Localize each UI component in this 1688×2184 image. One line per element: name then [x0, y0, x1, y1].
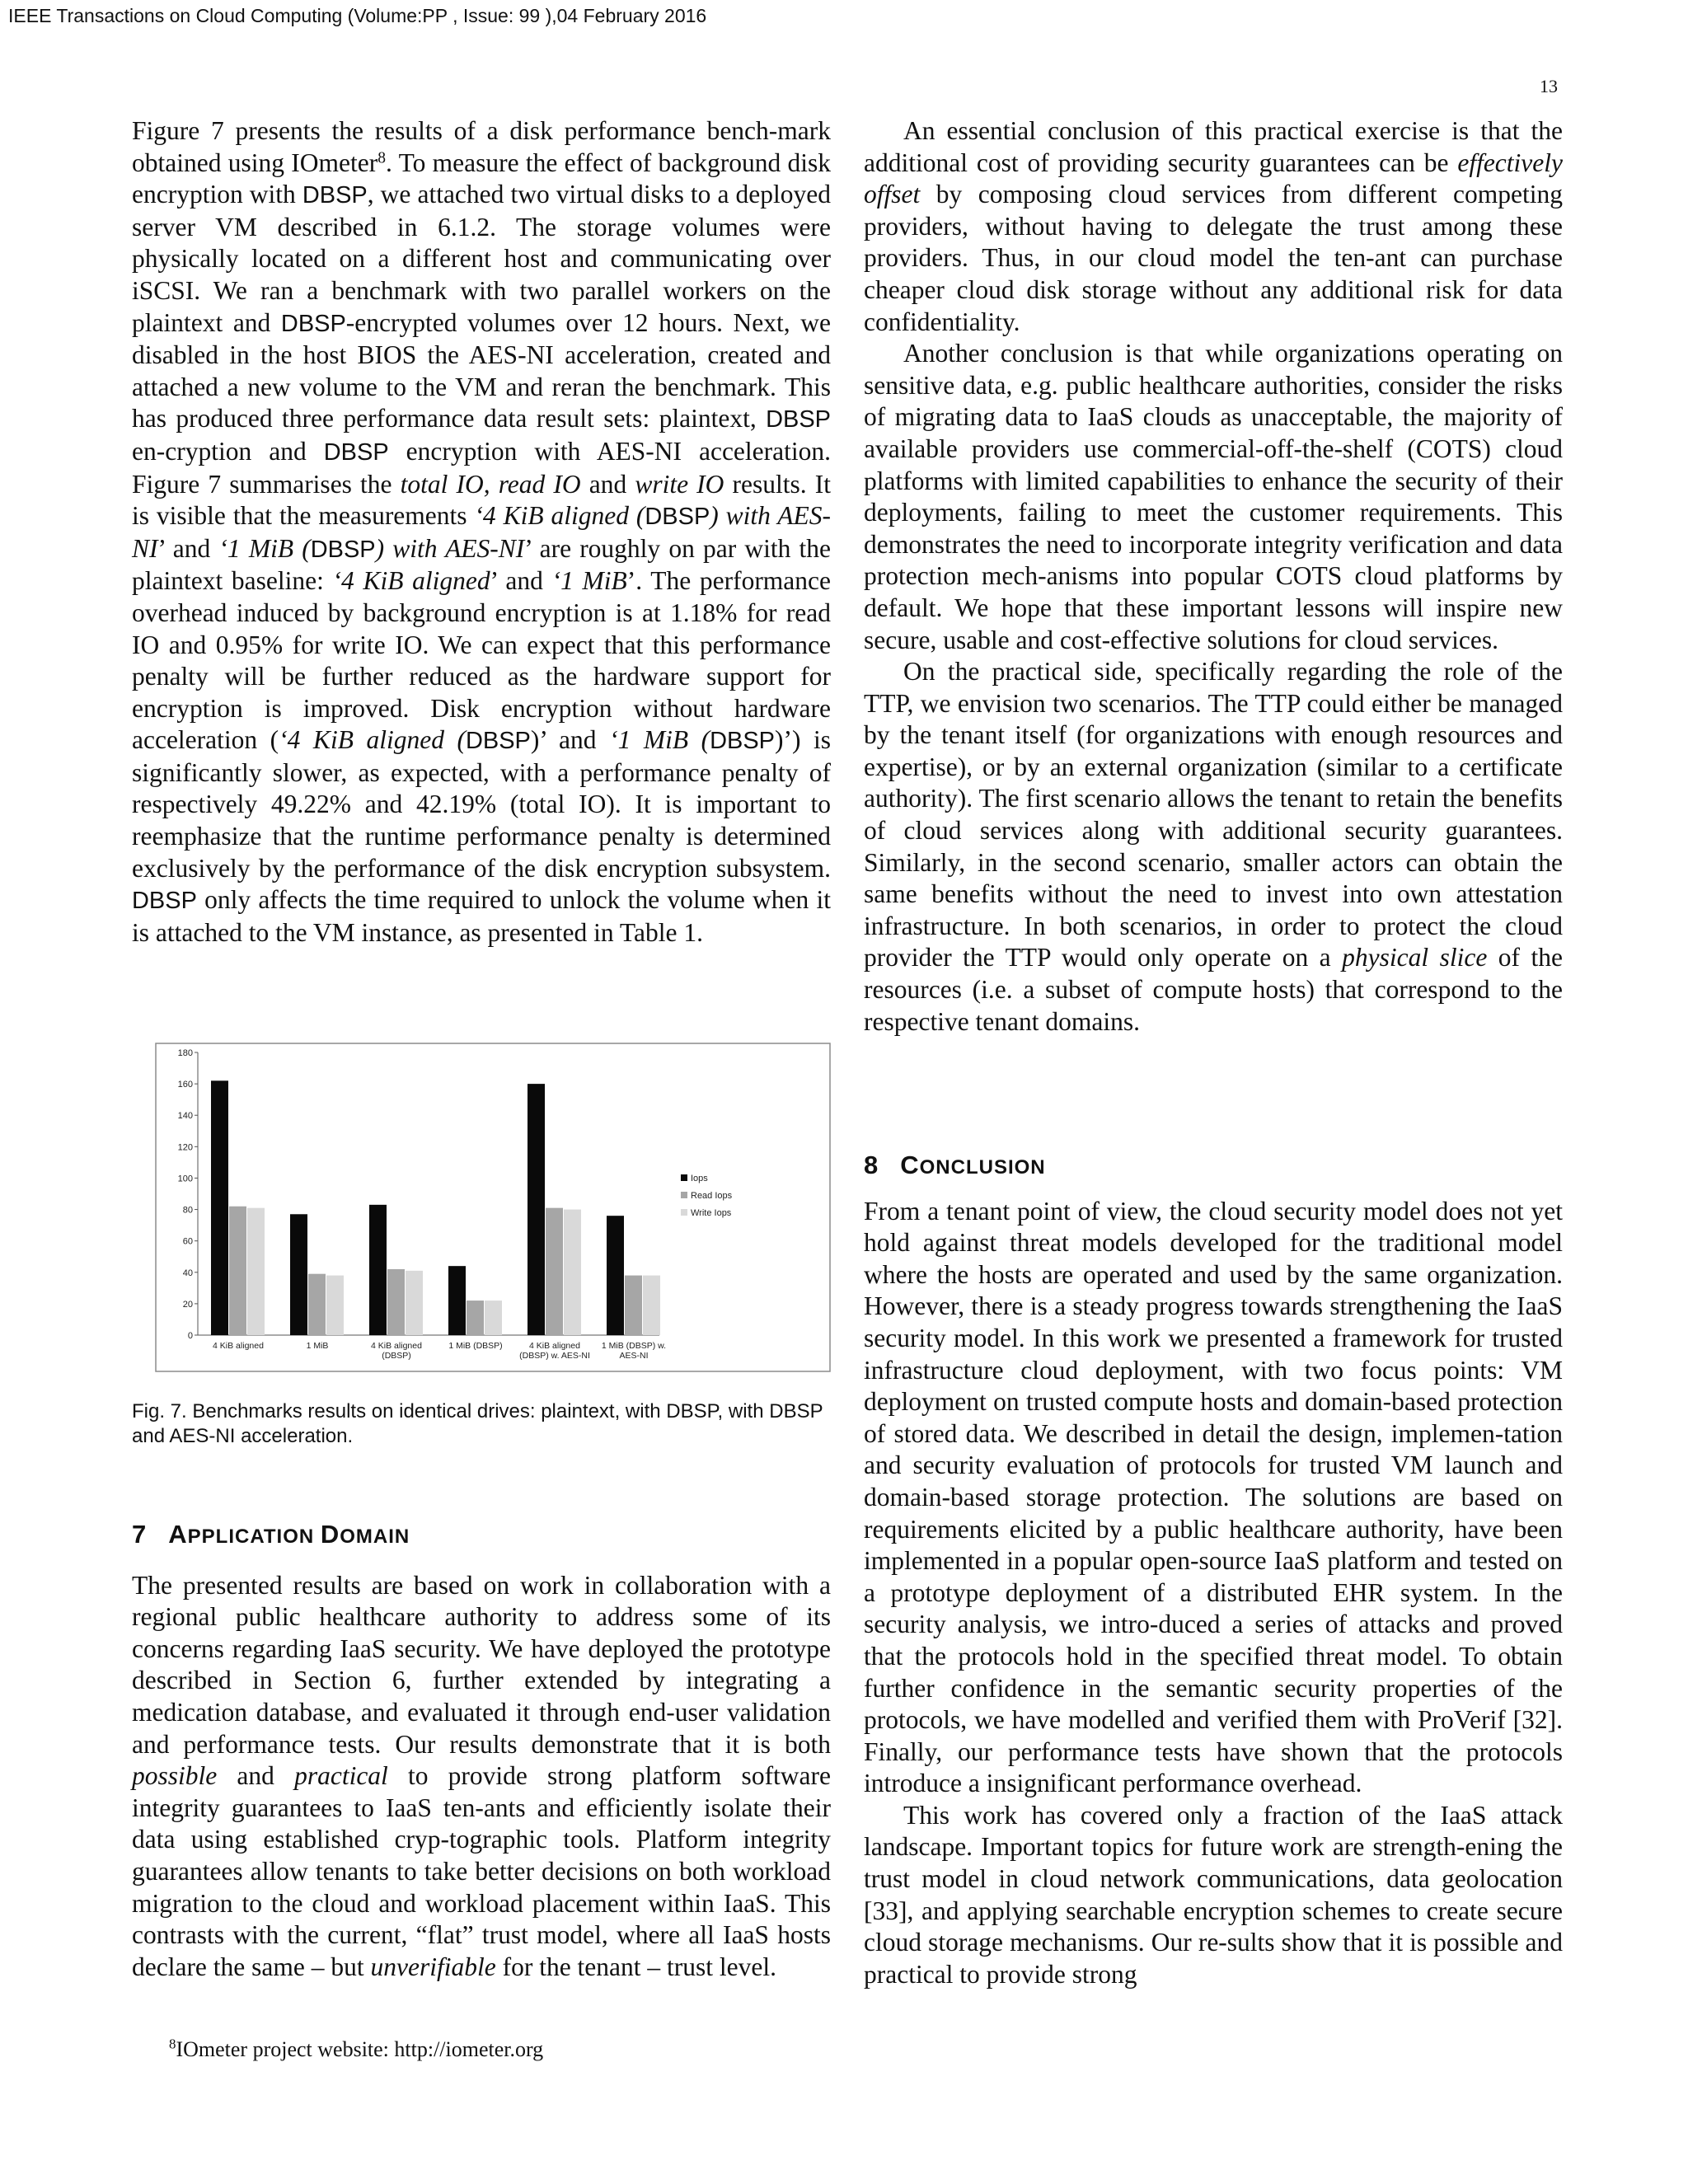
bar-iops: [607, 1216, 624, 1335]
x-tick-label: 1 MiB: [306, 1341, 329, 1351]
paragraph-application-domain: The presented results are based on work in collaboration with a regional public healthcare authority to address some of its concerns regarding IaaS security. We have deployed the prototype described in Section 6, further extended by integrating a medication database, and evaluated it through end-user validation and performance tests. Our results demonstrate that it is both possible and practical to provide strong platform software integrity guarantees to IaaS ten-ants and efficiently isolate their data using established cryp-tographic tools. Platform integrity guarantees allow tenants to take better decisions on both workload migration to the cloud and workload placement within IaaS. This contrasts with the current, “flat” trust model, where all IaaS hosts declare the same – but unverifiable for the tenant – trust level.: [132, 1570, 832, 1981]
bar-read-iops: [308, 1274, 326, 1335]
x-tick-label: 4 KiB aligned: [529, 1341, 580, 1351]
y-tick-label: 180: [177, 1048, 193, 1058]
paragraph-conclusion-exercise: An essential conclusion of this practical exercise is that the additional cost of providing security guarantees can be effectively offset by composing cloud services from different competing providers, without having to delegate the trust among these providers. Thus, in our cloud model the ten-ant can purchase cheaper cloud disk storage without any additional risk for data confidentiality.: [864, 116, 1563, 336]
x-tick-label: 4 KiB aligned: [213, 1341, 264, 1351]
figure-caption: Fig. 7. Benchmarks results on identical drives: plaintext, with DBSP, with DBSP and AES-NI acceleration.: [132, 1400, 823, 1447]
bar-read-iops: [229, 1207, 246, 1335]
x-tick-label: (DBSP) w. AES-NI: [519, 1351, 590, 1361]
footnote-ref: 8: [377, 148, 386, 166]
legend-swatch: [681, 1192, 687, 1198]
legend-label: Write Iops: [691, 1208, 732, 1218]
paragraph-another-conclusion: Another conclusion is that while organizations operating on sensitive data, e.g. public healthcare authorities, consider the risks of migrating data to IaaS clouds as unacceptable, the majority of available providers use commercial-off-the-shelf (COTS) cloud platforms with limited capabilities to enhance the security of their deployments, failing to meet the customer requirements. This demonstrates the need to incorporate integrity verification and data protection mech-anisms into popular COTS cloud platforms by default. We hope that these important lessons will inspire new secure, usable and cost-effective solutions for cloud services.: [864, 339, 1563, 654]
bar-write-iops: [643, 1276, 660, 1335]
running-header: IEEE Transactions on Cloud Computing (Volume:PP , Issue: 99 ),04 February 2016: [8, 5, 707, 26]
bar-iops: [290, 1214, 307, 1335]
x-tick-label: AES-NI: [619, 1351, 649, 1361]
legend-label: Iops: [691, 1174, 708, 1183]
bar-write-iops: [485, 1301, 502, 1335]
bar-iops: [211, 1080, 228, 1335]
x-tick-label: (DBSP): [382, 1351, 411, 1361]
bar-read-iops: [625, 1276, 642, 1335]
y-tick-label: 20: [182, 1299, 193, 1310]
bar-write-iops: [247, 1208, 265, 1335]
paragraph-practical-side: On the practical side, specifically regarding the role of the TTP, we envision two scenarios. The TTP could either be managed by the tenant itself (for organizations with enough resources and expertise), or by an external organization (similar to a certificate authority). The first scenario allows the tenant to retain the benefits of cloud services along with additional security guarantees. Similarly, in the second scenario, smaller actors can obtain the same benefits without the need to invest into own attestation infrastructure. In both scenarios, in order to protect the cloud provider the TTP would only operate on a physical slice of the resources (i.e. a subset of compute hosts) that correspond to the respective tenant domains.: [864, 657, 1563, 1036]
x-tick-label: 1 MiB (DBSP): [448, 1341, 503, 1351]
section-7-heading: 7 APPLICATION DOMAIN: [132, 1520, 410, 1549]
paragraph-future-work: This work has covered only a fraction of the IaaS attack landscape. Important topics for future work are strength-ening the trust model in cloud network communications, data geolocation [33], and applying searchable encryption schemes to create secure cloud storage mechanisms. Our re-sults show that it is possible and practical to provide strong: [864, 1800, 1563, 1989]
y-tick-label: 100: [177, 1174, 193, 1184]
x-tick-label: 1 MiB (DBSP) w.: [601, 1341, 667, 1351]
y-tick-label: 120: [177, 1142, 193, 1153]
bar-read-iops: [467, 1301, 484, 1335]
right-column-lower: [864, 1150, 1563, 1990]
bar-iops: [369, 1205, 387, 1335]
paragraph-benchmark: Figure 7 presents the results of a disk performance bench-mark obtained using IOmeter$^8$. To measure the effect of background disk encryption with DBSP, we attached two virtual disks to a deployed server VM described in 6.1.2. The storage volumes were physically located on a different host and communicating over iSCSI. We ran a benchmark with two parallel workers on the plaintext and DBSP-encrypted volumes over 12 hours. Next, we disabled in the host BIOS the AES-NI acceleration, created and attached a new volume to the VM and reran the benchmark. This has produced three performance data result sets: plaintext, DBSP en-cryption and DBSP encryption with AES-NI acceleration. Figure 7 summarises the total IO, read IO and write IO results. It is visible that the measurements ‘4 KiB aligned (DBSP) with AES-NI’ and ‘1 MiB (DBSP) with AES-NI’ are roughly on par with the plaintext baseline: ‘4 KiB aligned’ and ‘1 MiB’. The performance overhead induced by background encryption is at 1.18% for read IO and 0.95% for write IO. We can expect that this performance penalty will be further reduced as the hardware support for encryption is improved. Disk encryption without hardware acceleration (‘4 KiB aligned (DBSP)’ and ‘1 MiB (DBSP)’) is significantly slower, as expected, with a performance penalty of respectively 49.22% and 42.19% (total IO). It is important to reemphasize that the runtime performance penalty is determined exclusively by the performance of the disk encryption subsystem. DBSP only affects the time required to unlock the volume when it is attached to the VM instance, as presented in Table 1.: [132, 116, 832, 947]
y-tick-label: 160: [177, 1080, 193, 1090]
legend-swatch: [681, 1174, 687, 1181]
paragraph-conclusion: From a tenant point of view, the cloud security model does not yet hold against threat models developed for the traditional model where the hosts are operated and used by the same organization. However, there is a steady progress towards strengthening the IaaS security model. In this work we presented a framework for trusted infrastructure cloud deployment, with two focus points: VM deployment on trusted compute hosts and domain-based protection of stored data. We described in detail the design, implemen-tation and security evaluation of protocols for trusted VM launch and domain-based storage protection. The solutions are based on requirements elicited by a public healthcare authority, have been implemented in a popular open-source IaaS platform and tested on a prototype deployment of a distributed EHR system. In the security analysis, we intro-duced a series of attacks and proved that the protocols hold in the specified threat model. To obtain further confidence in the semantic security properties of the protocols, we have modelled and verified them with ProVerif [32]. Finally, our performance tests have shown that the protocols introduce a insignificant performance overhead.: [864, 1196, 1563, 1798]
right-column: [864, 115, 1563, 1038]
bar-write-iops: [564, 1210, 581, 1335]
y-tick-label: 80: [182, 1205, 193, 1216]
section-8-heading: 8 CONCLUSION: [864, 1151, 1046, 1179]
y-tick-label: 60: [182, 1236, 193, 1247]
bar-read-iops: [387, 1269, 405, 1335]
left-column: [132, 115, 831, 949]
bar-write-iops: [326, 1276, 344, 1335]
y-tick-label: 40: [182, 1268, 193, 1278]
x-tick-label: 4 KiB aligned: [371, 1341, 422, 1351]
footnote: $^8$IOmeter project website: http://iometer.org: [169, 2036, 544, 2061]
y-tick-label: 0: [187, 1331, 193, 1341]
bar-iops: [448, 1266, 466, 1335]
bar-write-iops: [406, 1271, 423, 1335]
benchmark-chart: [155, 1043, 831, 1372]
legend-swatch: [681, 1209, 687, 1216]
bar-iops: [528, 1084, 545, 1335]
page-number: 13: [1540, 76, 1558, 96]
y-tick-label: 140: [177, 1111, 193, 1122]
bar-read-iops: [546, 1208, 563, 1335]
left-column-lower: [132, 1519, 831, 1983]
legend-label: Read Iops: [691, 1191, 733, 1201]
